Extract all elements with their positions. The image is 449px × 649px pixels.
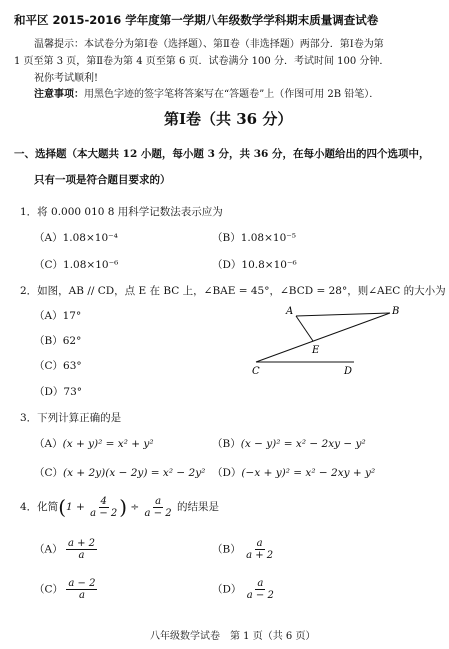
q4-option-c: （C） $\frac{a - 2}{a}$ — [34, 578, 96, 601]
intro-line-3: 祝你考试顺利! — [34, 73, 99, 84]
q1-option-a: （A）1.08×10⁻⁴ — [34, 232, 118, 244]
label-d: D — [344, 366, 353, 377]
section-title: 第Ⅰ卷（共 36 分） — [164, 110, 293, 128]
q3-option-a: （A）(x + y)² = x² + y² — [34, 438, 154, 450]
intro-line-2: 1 页至第 3 页，第Ⅱ卷为第 4 页至第 6 页．试卷满分 100 分．考试时间 100 分钟． — [14, 56, 390, 67]
exam-title: 和平区 2015-2016 学年度第一学期八年级数学学科期末质量调查试卷 — [14, 13, 379, 27]
q3-expr-b: (x − y)² = x² − 2xy − y² — [240, 438, 366, 450]
q1-option-c: （C）1.08×10⁻⁶ — [34, 259, 119, 271]
q2-option-c: （C）63° — [34, 360, 82, 372]
q3-option-c: （C）(x + 2y)(x − 2y) = x² − 2y² — [34, 467, 206, 479]
q3-expr-a: (x + y)² = x² + y² — [62, 438, 154, 450]
q2-figure — [250, 300, 410, 380]
q2-option-a: （A）17° — [34, 310, 82, 322]
q2-stem: 2．如图，AB // CD，点 E 在 BC 上，∠BAE = 45°，∠BCD = 28°，则∠AEC 的大小为 — [20, 285, 446, 297]
label-c: C — [252, 366, 260, 377]
segment-ab — [296, 313, 390, 316]
q4-option-a: （A） $\frac{a + 2}{a}$ — [34, 538, 95, 561]
q1-option-d: （D）10.8×10⁻⁶ — [212, 259, 297, 271]
part1-heading-line-1: 一、选择题（本大题共 12 小题，每小题 3 分，共 36 分，在每小题给出的四个选项中， — [14, 148, 430, 160]
label-e: E — [312, 345, 320, 356]
q3-option-b: （B）(x − y)² = x² − 2xy − y² — [212, 438, 366, 450]
q4-stem: 4．化简(1 + $\frac{4}{a - 2}$ ) ÷ $\frac{a}{a - 2}$ 的结果是 — [20, 495, 219, 519]
notice — [34, 85, 379, 100]
q3-option-d: （D）(−x + y)² = x² − 2xy + y² — [212, 467, 376, 479]
label-a: A — [286, 306, 294, 317]
segment-ae — [296, 316, 313, 341]
q3-expr-d: (−x + y)² = x² − 2xy + y² — [241, 467, 376, 479]
segment-bc — [256, 313, 390, 362]
q1-stem: 1．将 0.000 010 8 用科学记数法表示应为 — [20, 206, 223, 218]
part1-heading-line-2: 只有一项是符合题目要求的） — [34, 174, 171, 186]
q1-option-b: （B）1.08×10⁻⁵ — [212, 232, 297, 244]
q4-fraction-1: $\frac{4}{a - 2}$ — [90, 495, 118, 519]
label-b: B — [392, 306, 400, 317]
q4-option-d: （D） $\frac{a}{a - 2}$ — [212, 578, 274, 601]
q2-option-b: （B）62° — [34, 335, 82, 347]
q2-option-d: （D）73° — [34, 386, 83, 398]
notice-label: 注意事项： — [34, 89, 84, 100]
q3-expr-c: (x + 2y)(x − 2y) = x² − 2y² — [63, 467, 206, 479]
q4-option-b: （B） $\frac{a}{a + 2}$ — [212, 538, 274, 561]
q4-fraction-2: $\frac{a}{a - 2}$ — [144, 495, 172, 519]
q3-stem: 3．下列计算正确的是 — [20, 412, 122, 424]
notice-text: 用黑色字迹的签字笔将答案写在“答题卷”上（作图可用 2B 铅笔）． — [84, 89, 380, 100]
page-footer: 八年级数学试卷 第 1 页（共 6 页） — [150, 631, 316, 642]
intro-line-1: 温馨提示：本试卷分为第Ⅰ卷（选择题）、第Ⅱ卷（非选择题）两部分．第Ⅰ卷为第 — [34, 39, 384, 50]
